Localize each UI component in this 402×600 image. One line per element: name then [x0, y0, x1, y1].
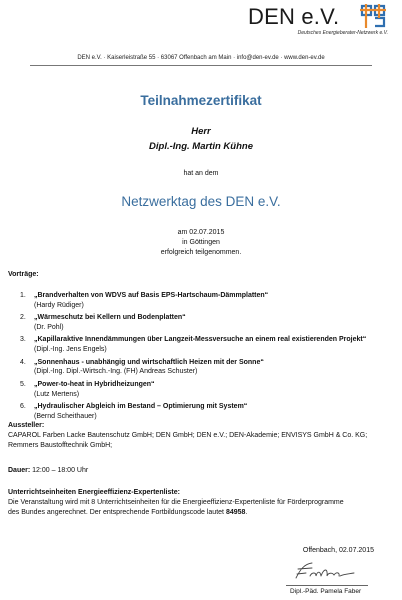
units-heading: Unterrichtseinheiten Energieeffizienz-Expertenliste:: [8, 489, 180, 496]
event-date: am 02.07.2015: [177, 229, 225, 236]
list-item: [20, 291, 390, 311]
talk-title: „Kapillaraktive Innendämmungen über Langzeit-Messversuche an einem real existierenden Projekt“: [34, 336, 367, 344]
talk-speaker: (Hardy Rüdiger): [34, 301, 84, 309]
duration-label: Dauer:: [8, 467, 31, 474]
participant-name: Dipl.-Ing. Martin Kühne: [149, 141, 253, 152]
talk-number: 2.: [20, 314, 26, 322]
talk-speaker: (Dipl.-Ing. Dipl.-Wirtsch.-Ing. (FH) Andreas Schuster): [34, 368, 198, 376]
talks-list: [20, 291, 390, 424]
talk-speaker: (Dr. Pohl): [34, 323, 64, 331]
units-line-2: [8, 508, 394, 518]
units-line-1: Die Veranstaltung wird mit 8 Unterrichtseinheiten für die Energieeffizienz-Expertenliste für Förderprogramme: [8, 498, 344, 506]
units-line-2-text: des Bundes angerechnet. Der entsprechende Fortbildungscode lautet: [8, 508, 226, 516]
address-line: DEN e.V. · Kaiserleistraße 55 · 63067 Offenbach am Main · info@den-ev.de · www.den-ev.de: [77, 55, 325, 61]
logo-subtitle: Deutsches Energieberater-Netzwerk e.V.: [297, 30, 388, 36]
hat-an-dem-text: hat an dem: [183, 170, 219, 177]
certificate-title: Teilnahmezertifikat: [140, 93, 262, 108]
handwritten-signature: [290, 560, 360, 584]
list-item: [20, 313, 390, 333]
talk-speaker: (Bernd Scheithauer): [34, 412, 97, 420]
talk-number: 1.: [20, 292, 26, 299]
talk-title: „Hydraulischer Abgleich im Bestand – Optimierung mit System“: [34, 402, 248, 410]
salutation: Herr: [191, 126, 211, 137]
duration-value: 12:00 – 18:00 Uhr: [32, 467, 89, 474]
talk-speaker: (Dipl.-Ing. Jens Engels): [34, 346, 107, 354]
list-item: [20, 358, 390, 378]
signature-line: [286, 585, 368, 586]
exhibitors-line-1: CAPAROL Farben Lacke Bautenschutz GmbH; DEN GmbH; DEN e.V.; DEN-Akademie; ENVISYS GmbH & Co. KG;: [8, 431, 368, 439]
event-name: Netzwerktag des DEN e.V.: [121, 194, 281, 209]
exhibitors-section: [8, 421, 394, 450]
talk-speaker: (Lutz Mertens): [34, 390, 80, 398]
event-location: in Göttingen: [182, 239, 220, 246]
date-location-block: [0, 228, 402, 258]
place-date: Offenbach, 02.07.2015: [302, 547, 374, 554]
talk-title: „Power-to-heat in Hybridheizungen“: [34, 380, 155, 388]
completion-text: erfolgreich teilgenommen.: [160, 249, 242, 256]
header-divider: [30, 65, 372, 66]
units-section: [8, 488, 394, 517]
logo-wordmark: DEN e.V.: [248, 4, 340, 29]
den-logo: [248, 4, 388, 38]
talk-title: „Brandverhalten von WDVS auf Basis EPS-Hartschaum-Dämmplatten“: [34, 292, 269, 299]
talk-number: 5.: [20, 380, 26, 388]
talk-title: „Wärmeschutz bei Kellern und Bodenplatten“: [34, 314, 186, 322]
talk-title: „Sonnenhaus - unabhängig und wirtschaftlich Heizen mit der Sonne“: [34, 358, 264, 366]
units-line-2-end: .: [245, 508, 248, 516]
list-item: [20, 402, 390, 422]
training-code: 84958: [225, 508, 246, 516]
exhibitors-label: Aussteller:: [8, 422, 45, 429]
talk-number: 4.: [20, 358, 26, 366]
exhibitors-line-2: Remmers Baustofftechnik GmbH;: [8, 441, 113, 449]
talks-heading: Vorträge:: [8, 271, 39, 278]
duration-section: [8, 466, 394, 476]
talk-number: 6.: [20, 402, 26, 410]
signer-name: Dipl.-Päd. Pamela Faber: [290, 588, 362, 595]
list-item: [20, 380, 390, 400]
list-item: [20, 335, 390, 355]
talk-number: 3.: [20, 336, 26, 344]
logo-grid-icon: [358, 4, 388, 28]
